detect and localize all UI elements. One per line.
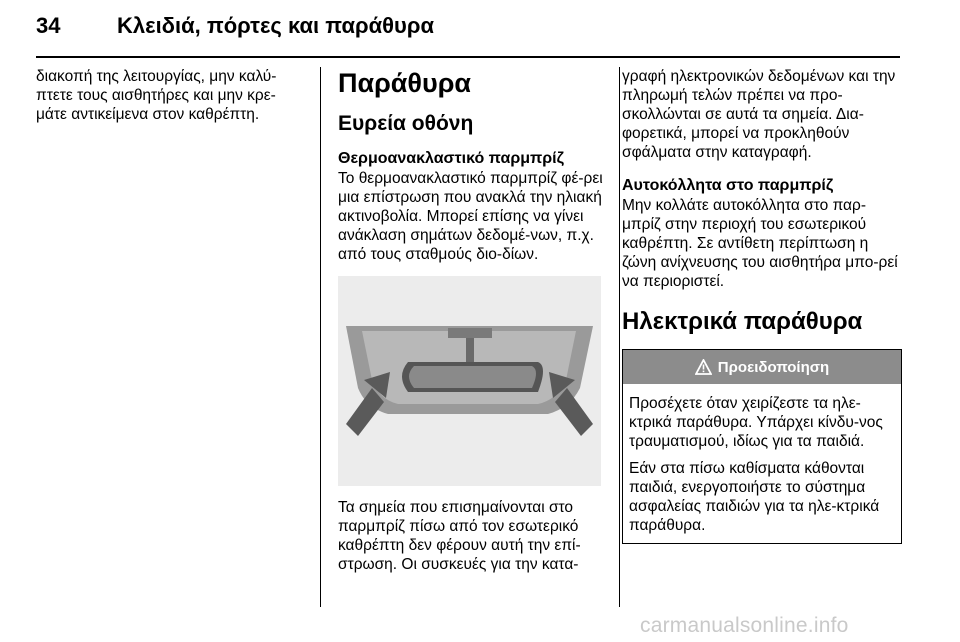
watermark: carmanualsonline.info [640, 614, 849, 637]
header-rule [36, 56, 900, 58]
warning-header [623, 350, 901, 384]
body-paragraph: γραφή ηλεκτρονικών δεδομένων και την πληρωμή τελών πρέπει να προ-σκολλώνται σε αυτά τα σημεία. Δια-φορετικά, μπορεί να προκληθούν σφάλματα στην καταγραφή. [622, 68, 896, 161]
section-title-power-windows: Ηλεκτρικά παράθυρα [622, 308, 863, 335]
body-paragraph: Τα σημεία που επισημαίνονται στο παρμπρίζ πίσω από τον εσωτερικό καθρέπτη δεν φέρουν αυτή την επί-στρωση. Οι συσκευές για την κατα- [338, 499, 581, 573]
section-title-windows: Παράθυρα [338, 68, 472, 98]
body-paragraph: διακοπή της λειτουργίας, μην καλύ-πτετε τους αισθητήρες και μην κρε-μάτε αντικείμενα στον καθρέπτη. [36, 68, 277, 123]
page-number: 34 [36, 13, 61, 38]
body-paragraph: Μην κολλάτε αυτοκόλλητα στο παρ-μπρίζ στην περιοχή του εσωτερικού καθρέπτη. Σε αντίθετη περίπτωση η ζώνη ανίχνευσης του αισθητήρα μπο-ρεί να περιοριστεί. [622, 197, 898, 290]
column-middle [338, 67, 606, 574]
subsection-title-windscreen: Ευρεία οθόνη [338, 112, 474, 135]
column-divider-2 [619, 67, 620, 607]
warning-paragraph: Εάν στα πίσω καθίσματα κάθονται παιδιά, ενεργοποιήστε το σύστημα ασφαλείας παιδιών για τα ηλε-κτρικά παράθυρα. [629, 460, 880, 534]
heading-heat-reflective-windscreen: Θερμοανακλαστικό παρμπρίζ [338, 150, 564, 167]
body-paragraph: Το θερμοανακλαστικό παρμπρίζ φέ-ρει μια επίστρωση που ανακλά την ηλιακή ακτινοβολία. Μπορεί επίσης να γίνει ανάκλαση σημάτων δεδομέ-νων, π.χ. από τους σταθμούς διο-δίων. [338, 170, 603, 263]
column-left [36, 67, 306, 124]
windscreen-figure [338, 276, 601, 486]
column-divider-1 [320, 67, 321, 607]
windscreen-illustration [338, 276, 601, 486]
warning-body [623, 384, 901, 535]
warning-box [622, 349, 902, 544]
warning-title: Προειδοποίηση [717, 358, 830, 376]
warning-paragraph: Προσέχετε όταν χειρίζεστε τα ηλε-κτρικά παράθυρα. Υπάρχει κίνδυ-νος τραυματισμού, ιδίως για τα παιδιά. [629, 395, 883, 450]
heading-windscreen-stickers: Αυτοκόλλητα στο παρμπρίζ [622, 177, 834, 194]
warning-triangle-icon [695, 359, 712, 375]
column-right [622, 67, 904, 544]
chapter-title: Κλειδιά, πόρτες και παράθυρα [117, 13, 434, 38]
